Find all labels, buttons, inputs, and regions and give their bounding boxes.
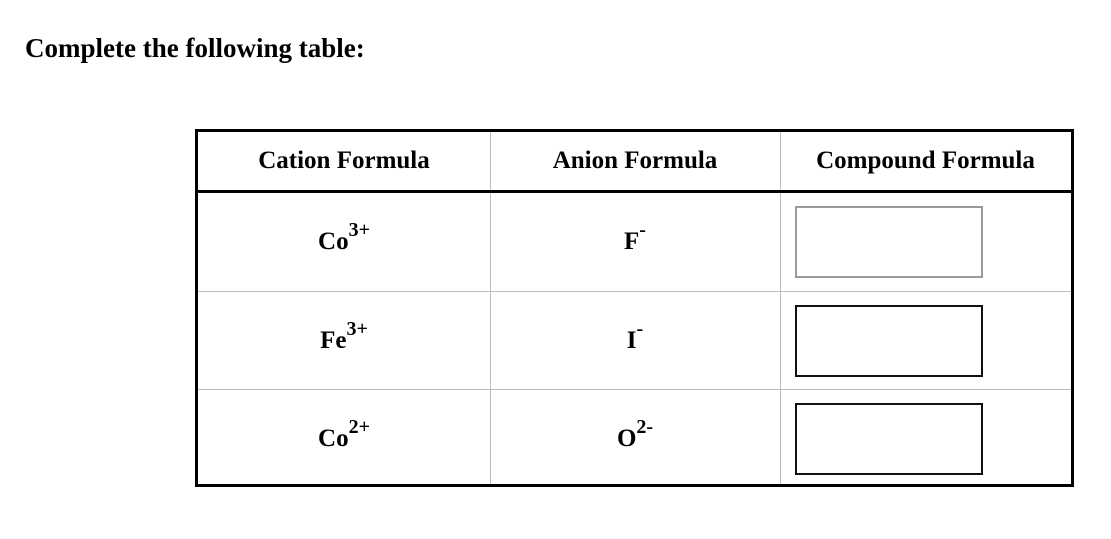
anion-cell xyxy=(490,193,780,290)
cation-charge: 3+ xyxy=(346,317,368,340)
anion-cell xyxy=(490,292,780,389)
anion-charge: 2- xyxy=(636,415,654,438)
cation-cell xyxy=(198,193,490,290)
table-row xyxy=(198,389,1071,487)
cation-formula xyxy=(320,317,368,354)
anion-charge: - xyxy=(639,218,646,241)
compound-formula-input[interactable] xyxy=(795,305,983,377)
anion-formula xyxy=(616,415,654,452)
cation-symbol: Co xyxy=(318,228,349,255)
cation-symbol: Co xyxy=(318,425,349,452)
compound-cell xyxy=(780,292,1071,389)
anion-charge: - xyxy=(636,317,644,340)
cation-symbol: Fe xyxy=(320,327,347,354)
table-row xyxy=(198,291,1071,389)
header-anion-formula: Anion Formula xyxy=(552,147,718,174)
cation-charge: 2+ xyxy=(348,415,370,438)
header-cation-formula: Cation Formula xyxy=(258,147,430,174)
cation-cell xyxy=(198,292,490,389)
anion-cell xyxy=(490,390,780,487)
anion-symbol: I xyxy=(626,327,637,354)
ion-compound-table xyxy=(195,129,1074,487)
anion-symbol: F xyxy=(624,228,640,255)
cation-charge: 3+ xyxy=(348,218,370,241)
compound-cell xyxy=(780,390,1071,487)
instruction-heading: Complete the following table: xyxy=(25,33,365,63)
anion-formula xyxy=(624,218,646,255)
table-header-row xyxy=(198,132,1071,193)
header-compound-formula: Compound Formula xyxy=(816,147,1035,174)
cation-formula xyxy=(318,218,370,255)
table-row xyxy=(198,193,1071,290)
compound-formula-input[interactable] xyxy=(795,206,983,278)
compound-cell xyxy=(780,193,1071,290)
anion-symbol: O xyxy=(616,425,637,452)
compound-formula-input[interactable] xyxy=(795,403,983,475)
cation-cell xyxy=(198,390,490,487)
anion-formula xyxy=(626,317,644,354)
cation-formula xyxy=(318,415,370,452)
